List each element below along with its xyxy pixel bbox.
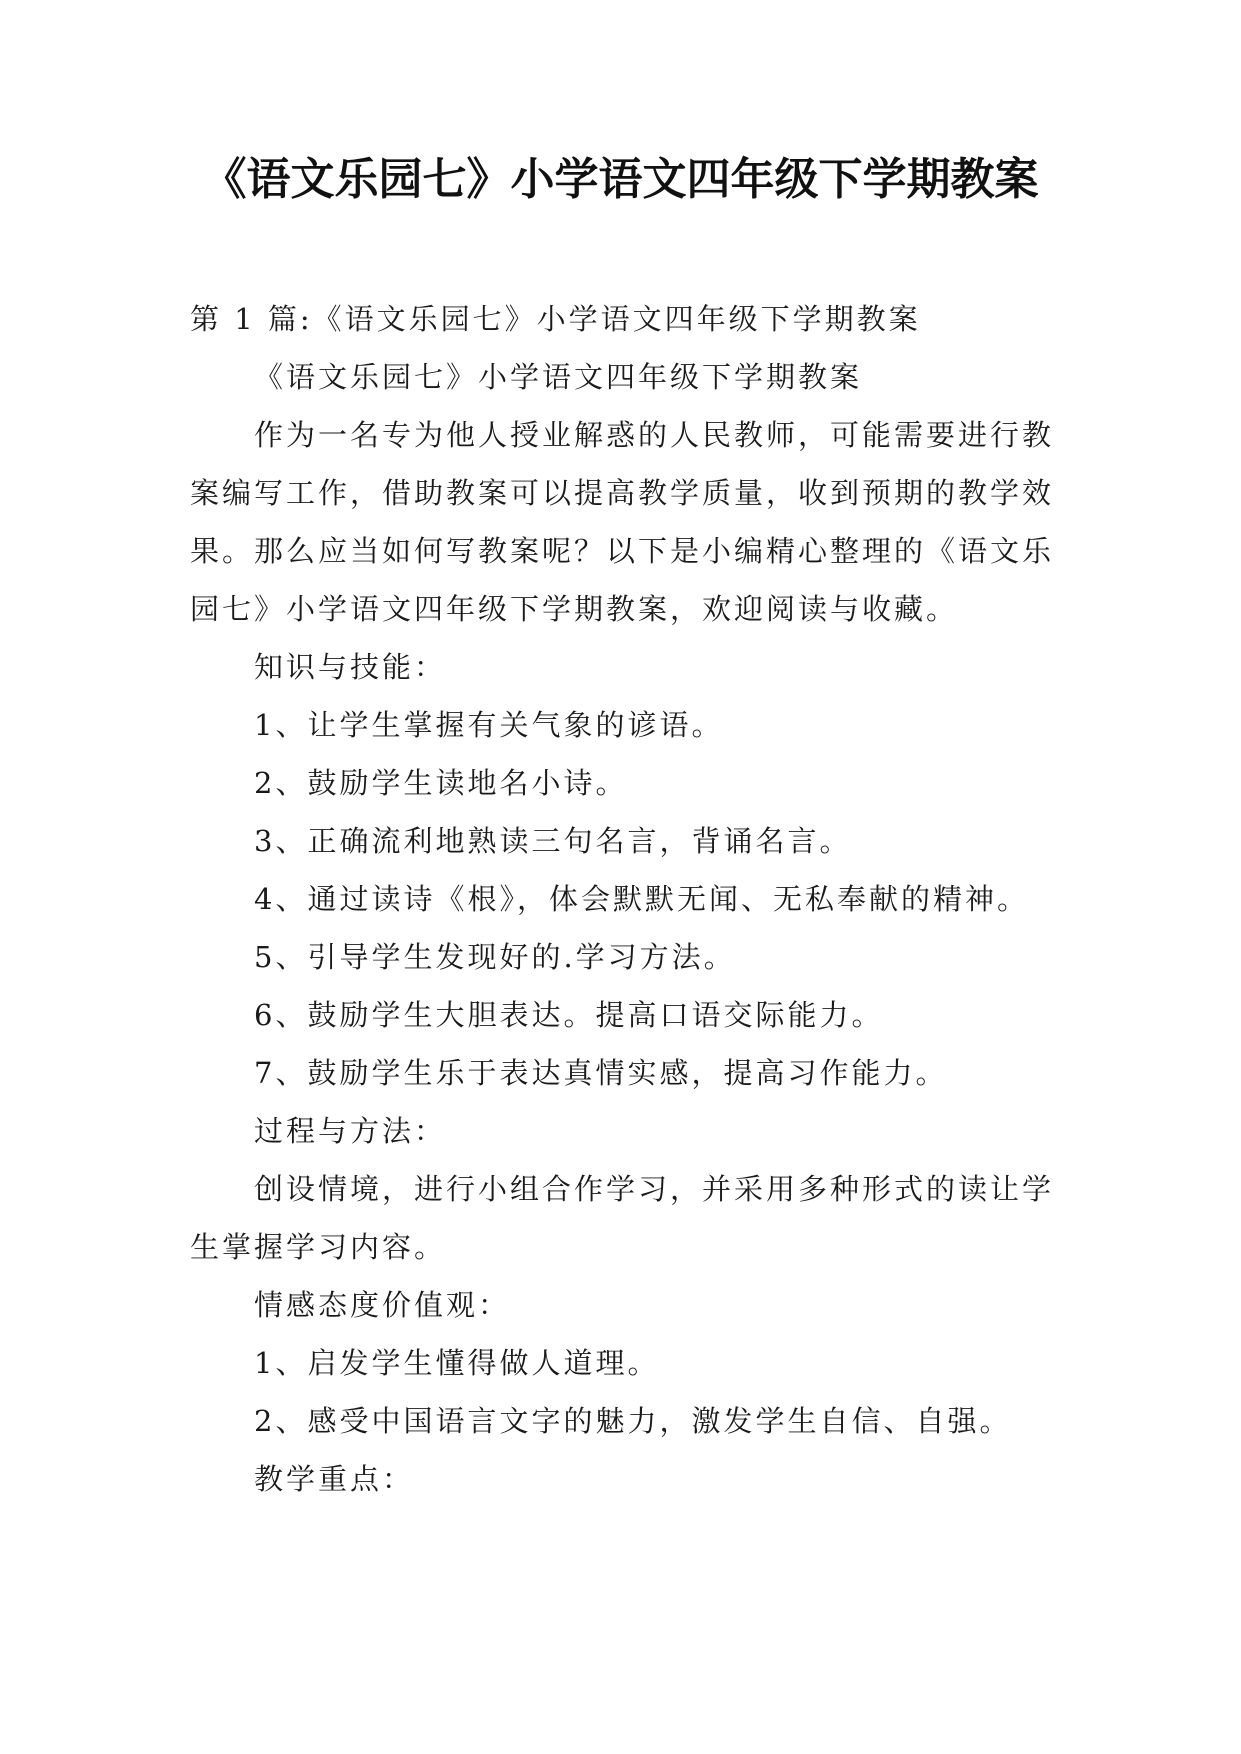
article-subtitle: 《语文乐园七》小学语文四年级下学期教案 [254, 360, 863, 394]
list-item: 4、通过读诗《根》，体会默默无闻、无私奉献的精神。 [254, 882, 1029, 916]
list-item: 1、启发学生懂得做人道理。 [254, 1346, 660, 1380]
list-item: 2、鼓励学生读地名小诗。 [254, 766, 628, 800]
intro-paragraph: 作为一名专为他人授业解惑的人民教师，可能需要进行教案编写工作，借助教案可以提高教学质量，收到预期的教学效果。那么应当如何写教案呢？以下是小编精心整理的《语文乐园七》小学语文四年级下学期教案，欢迎阅读与收藏。 [190, 418, 1055, 626]
article-heading: 第 1 篇:《语文乐园七》小学语文四年级下学期教案 [190, 302, 921, 336]
section-heading-process-methods: 过程与方法： [254, 1114, 447, 1148]
section-heading-attitude-values: 情感态度价值观： [254, 1288, 511, 1322]
section-heading-teaching-focus: 教学重点： [254, 1462, 415, 1496]
section-heading-knowledge-skills: 知识与技能： [254, 650, 447, 684]
list-item: 5、引导学生发现好的.学习方法。 [254, 940, 736, 974]
list-item: 3、正确流利地熟读三句名言，背诵名言。 [254, 824, 852, 858]
document-body [190, 290, 1060, 1508]
list-item: 2、感受中国语言文字的魅力，激发学生自信、自强。 [254, 1404, 1012, 1438]
document-title: 《语文乐园七》小学语文四年级下学期教案 [202, 154, 1039, 205]
list-item: 6、鼓励学生大胆表达。提高口语交际能力。 [254, 998, 884, 1032]
list-item: 7、鼓励学生乐于表达真情实感，提高习作能力。 [254, 1056, 948, 1090]
list-item: 1、让学生掌握有关气象的谚语。 [254, 708, 724, 742]
process-methods-paragraph: 创设情境，进行小组合作学习，并采用多种形式的读让学生掌握学习内容。 [190, 1172, 1055, 1264]
